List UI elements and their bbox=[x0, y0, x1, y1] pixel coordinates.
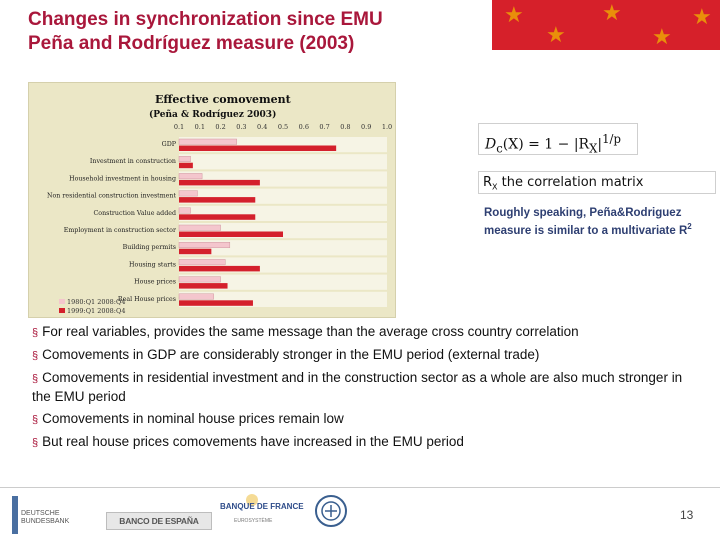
x-tick-label: 0.1 bbox=[194, 123, 205, 131]
x-tick-label: 0.9 bbox=[361, 123, 372, 131]
x-tick-label: 0.8 bbox=[340, 123, 351, 131]
bar-2 bbox=[179, 249, 211, 255]
bullet-marker: § bbox=[32, 437, 39, 449]
bullet-text: Comovements in nominal house prices remain low bbox=[42, 411, 344, 426]
bar-2 bbox=[179, 232, 283, 238]
category-label: Building permits bbox=[122, 244, 176, 252]
bullet-marker: § bbox=[32, 350, 39, 362]
bar-1 bbox=[179, 191, 197, 197]
bullet-list bbox=[32, 323, 704, 456]
banco-de-espana-logo: BANCO DE ESPAÑA bbox=[106, 512, 212, 530]
bullet-marker: § bbox=[32, 327, 39, 339]
bar-1 bbox=[179, 173, 202, 179]
bar-2 bbox=[179, 266, 260, 272]
bullet-item bbox=[32, 433, 704, 452]
eu-flag-banner bbox=[492, 0, 720, 50]
bundesbank-logo-text: DEUTSCHE BUNDESBANK bbox=[21, 510, 70, 525]
rx-symbol-sub: X bbox=[492, 182, 498, 192]
category-band bbox=[179, 154, 387, 169]
bullet-text: Comovements in GDP are considerably stronger in the EMU period (external trade) bbox=[42, 347, 540, 362]
x-tick-label: 0.1 bbox=[173, 123, 185, 131]
star-icon: ★ bbox=[504, 2, 524, 27]
formula-lhs: D bbox=[485, 136, 497, 153]
x-tick-label: 0.2 bbox=[215, 123, 226, 131]
bdf-logo-text: BANQUE DE FRANCE bbox=[220, 502, 304, 511]
category-label: GDP bbox=[161, 141, 176, 148]
bar-1 bbox=[179, 277, 221, 283]
bullet-item bbox=[32, 369, 704, 406]
category-label: Investment in construction bbox=[89, 158, 176, 166]
footer-divider bbox=[0, 487, 720, 488]
bar-1 bbox=[179, 242, 230, 248]
formula-body-sub: X bbox=[589, 141, 598, 156]
banque-de-france-logo bbox=[220, 494, 304, 526]
chart-title: Effective comovement bbox=[155, 93, 291, 106]
bar-1 bbox=[179, 208, 191, 214]
category-label: Employment in construction sector bbox=[63, 227, 176, 234]
title-line-1: Changes in synchronization since EMU bbox=[28, 9, 383, 30]
legend-label: 1999:Q1 2008:Q4 bbox=[67, 307, 126, 315]
banca-italia-emblem-icon bbox=[313, 493, 349, 529]
rx-symbol: R bbox=[483, 175, 493, 190]
bar-2 bbox=[179, 146, 336, 152]
bdf-logo-subtext: EUROSYSTÈME bbox=[234, 518, 273, 524]
bullet-item bbox=[32, 323, 704, 342]
bullet-item bbox=[32, 346, 704, 365]
bundesbank-logo-bar bbox=[12, 496, 18, 534]
legend-swatch bbox=[59, 308, 65, 313]
bar-1 bbox=[179, 259, 225, 265]
slide-title bbox=[28, 8, 478, 56]
x-tick-label: 0.7 bbox=[319, 123, 330, 131]
banca-italia-logo bbox=[313, 493, 349, 529]
title-bar bbox=[0, 0, 720, 78]
x-tick-label: 1.0 bbox=[381, 123, 393, 131]
bundesbank-logo bbox=[8, 496, 70, 536]
bar-2 bbox=[179, 300, 253, 306]
bullet-text: But real house prices comovements have increased in the EMU period bbox=[42, 434, 464, 449]
bar-1 bbox=[179, 294, 214, 300]
star-icon: ★ bbox=[602, 0, 622, 25]
bar-2 bbox=[179, 180, 260, 186]
note-text: Roughly speaking, Peña&Rodriguez measure is similar to a multivariate R bbox=[484, 207, 688, 237]
bullet-marker: § bbox=[32, 414, 39, 426]
x-tick-label: 0.6 bbox=[298, 123, 309, 131]
formula-exponent: 1/p bbox=[602, 132, 621, 146]
category-label: Non residential construction investment bbox=[47, 192, 176, 200]
bar-1 bbox=[179, 225, 221, 231]
star-icon: ★ bbox=[692, 4, 712, 29]
x-tick-label: 0.3 bbox=[236, 123, 247, 131]
bar-2 bbox=[179, 163, 193, 169]
chart-svg bbox=[29, 83, 397, 319]
bar-1 bbox=[179, 139, 237, 145]
category-label: Household investment in housing bbox=[69, 175, 176, 183]
formula-body: (X) = 1 − |R bbox=[502, 136, 590, 153]
bullet-marker: § bbox=[32, 373, 39, 385]
formula-box: $D_c(X) = 1 - |R_X|^{1/p}$ bbox=[478, 123, 638, 155]
page-number: 13 bbox=[680, 508, 694, 522]
rx-text: the correlation matrix bbox=[501, 175, 644, 190]
bar-1 bbox=[179, 156, 191, 162]
category-label: Construction Value added bbox=[93, 209, 176, 217]
bar-2 bbox=[179, 283, 228, 289]
measure-note bbox=[484, 206, 708, 238]
category-label: Real House prices bbox=[117, 295, 176, 303]
bullet-item bbox=[32, 410, 704, 429]
rx-definition bbox=[478, 171, 716, 194]
legend-swatch bbox=[59, 299, 65, 304]
title-line-2: Peña and Rodríguez measure (2003) bbox=[28, 33, 355, 54]
bar-2 bbox=[179, 214, 255, 220]
note-sup: 2 bbox=[687, 222, 692, 231]
x-tick-label: 0.5 bbox=[277, 123, 289, 131]
bullet-text: Comovements in residential investment and in the construction sector as a whole are also much stronger in the EMU period bbox=[32, 370, 683, 404]
comovement-chart bbox=[28, 82, 396, 318]
legend-label: 1980:Q1 2008:Q4 bbox=[67, 298, 126, 306]
formula-lhs-sub: c bbox=[496, 141, 503, 156]
star-icon: ★ bbox=[546, 22, 566, 47]
x-tick-label: 0.4 bbox=[257, 123, 268, 131]
category-label: Housing starts bbox=[129, 261, 176, 269]
bullet-text: For real variables, provides the same message than the average cross country correlation bbox=[42, 324, 579, 339]
category-label: House prices bbox=[134, 278, 176, 286]
chart-subtitle: (Peña & Rodríguez 2003) bbox=[149, 110, 277, 120]
bar-2 bbox=[179, 197, 255, 203]
star-icon: ★ bbox=[652, 24, 672, 49]
